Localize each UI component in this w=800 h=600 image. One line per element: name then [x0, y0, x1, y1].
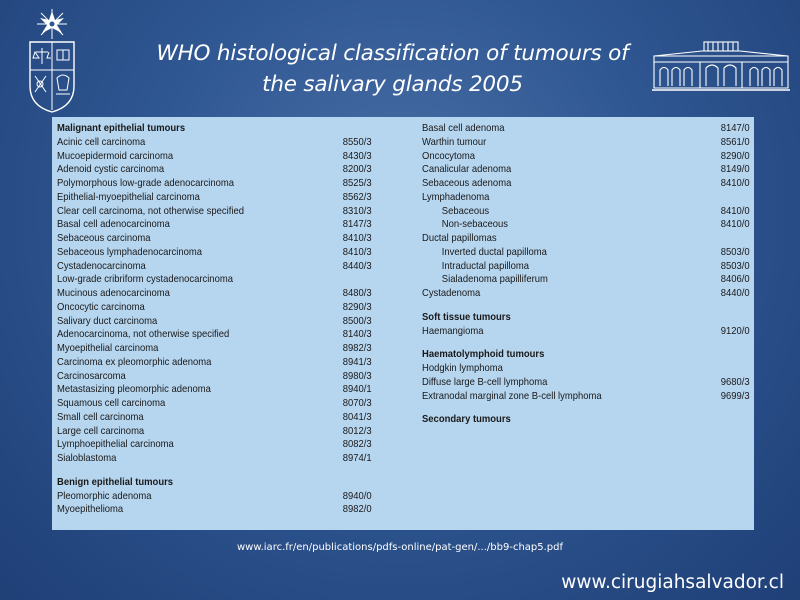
icd-o-code: 8982/0	[342, 503, 372, 516]
tumour-name: Basal cell adenoma	[422, 122, 505, 134]
tumour-name: Extranodal marginal zone B-cell lymphoma	[422, 389, 602, 402]
icd-o-code: 8410/3	[342, 232, 372, 244]
tumour-name: Oncocytoma	[422, 149, 476, 162]
title-line-2: the salivary glands 2005	[262, 72, 523, 97]
icd-o-code: 8070/3	[342, 397, 372, 409]
tumour-name: Intraductal papilloma	[441, 259, 530, 272]
icd-o-code: 8430/3	[342, 149, 372, 162]
tumour-name: Sialoblastoma	[57, 452, 117, 464]
classification-table	[52, 117, 754, 530]
site-url[interactable]: www.cirugiahsalvador.cl	[561, 572, 784, 593]
tumour-name: Small cell carcinoma	[57, 410, 144, 423]
icd-o-code: 8500/3	[342, 314, 372, 327]
table-row	[57, 397, 372, 411]
table-row	[57, 438, 372, 452]
tumour-name: Metastasizing pleomorphic adenoma	[57, 383, 211, 396]
icd-o-code: 8980/3	[342, 369, 372, 382]
table-row	[422, 362, 750, 376]
icd-o-code: 8525/3	[342, 177, 372, 189]
icd-o-code: 9699/3	[720, 389, 750, 402]
university-crest-icon	[26, 8, 78, 114]
icd-o-code: 8140/3	[342, 328, 372, 341]
table-row	[422, 122, 750, 136]
table-row	[57, 136, 372, 150]
icd-o-code: 8440/0	[720, 287, 750, 299]
tumour-name: Sebaceous adenoma	[422, 177, 512, 189]
table-row	[57, 301, 372, 315]
table-row	[422, 325, 750, 339]
table-row	[57, 503, 372, 517]
tumour-name: Lymphoepithelial carcinoma	[57, 438, 174, 451]
tumour-name: Sebaceous	[441, 204, 490, 217]
icd-o-code: 8561/0	[720, 135, 750, 148]
tumour-name: Cystadenoma	[422, 287, 481, 299]
icd-o-code: 9120/0	[720, 324, 750, 337]
icd-o-code: 8149/0	[720, 163, 750, 176]
tumour-name: Sebaceous lymphadenocarcinoma	[57, 245, 202, 258]
table-row	[422, 136, 750, 150]
slide-title	[120, 38, 665, 100]
table-row	[57, 260, 372, 274]
table-row	[422, 218, 750, 232]
tumour-name: Epithelial-myoepithelial carcinoma	[57, 190, 200, 203]
icd-o-code: 8147/3	[342, 218, 372, 231]
tumour-name: Carcinosarcoma	[57, 369, 126, 382]
table-row	[422, 191, 750, 205]
tumour-name: Warthin tumour	[422, 135, 487, 148]
icd-o-code: 8503/0	[720, 259, 750, 272]
icd-o-code: 8941/3	[342, 355, 372, 368]
icd-o-code: 8147/0	[720, 122, 750, 134]
tumour-name: Non-sebaceous	[441, 218, 508, 231]
tumour-name: Squamous cell carcinoma	[57, 397, 166, 409]
table-row	[57, 191, 372, 205]
table-row	[422, 232, 750, 246]
tumour-name: Basal cell adenocarcinoma	[57, 218, 170, 231]
table-row	[57, 452, 372, 466]
icd-o-code: 8041/3	[342, 410, 372, 423]
table-right-column	[422, 122, 750, 427]
icd-o-code: 8440/3	[342, 259, 372, 272]
icd-o-code: 8940/0	[342, 489, 372, 502]
table-row	[57, 163, 372, 177]
tumour-name: Low-grade cribriform cystadenocarcinoma	[57, 273, 233, 286]
tumour-name: Oncocytic carcinoma	[57, 300, 145, 313]
tumour-name: Mucoepidermoid carcinoma	[57, 149, 174, 162]
hospital-building-icon	[652, 40, 790, 92]
table-left-column	[57, 122, 372, 517]
tumour-name: Cystadenocarcinoma	[57, 259, 146, 272]
title-line-1: WHO histological classification of tumours of	[156, 41, 629, 66]
icd-o-code: 8200/3	[342, 163, 372, 176]
tumour-name: Carcinoma ex pleomorphic adenoma	[57, 355, 212, 368]
tumour-name: Myoepithelioma	[57, 503, 124, 516]
tumour-name: Inverted ductal papilloma	[441, 245, 547, 258]
table-row	[57, 356, 372, 370]
table-row	[57, 425, 372, 439]
section-header-malignant: Malignant epithelial tumours	[57, 122, 186, 134]
table-row	[57, 411, 372, 425]
section-header-haematolymphoid: Haematolymphoid tumours	[422, 348, 545, 361]
tumour-name: Salivary duct carcinoma	[57, 314, 158, 327]
icd-o-code: 9680/3	[720, 375, 750, 388]
icd-o-code: 8410/0	[720, 218, 750, 231]
tumour-name: Acinic cell carcinoma	[57, 135, 146, 148]
icd-o-code: 8410/0	[720, 204, 750, 217]
tumour-name: Clear cell carcinoma, not otherwise specified	[57, 204, 244, 217]
table-row	[57, 246, 372, 260]
tumour-name: Canalicular adenoma	[422, 163, 512, 176]
icd-o-code: 8480/3	[342, 287, 372, 299]
icd-o-code: 8982/3	[342, 342, 372, 354]
tumour-name: Adenoid cystic carcinoma	[57, 163, 165, 176]
table-row	[422, 205, 750, 219]
tumour-name: Myoepithelial carcinoma	[57, 342, 159, 354]
table-row	[422, 150, 750, 164]
icd-o-code: 8503/0	[720, 245, 750, 258]
table-row	[57, 287, 372, 301]
table-row	[422, 273, 750, 287]
icd-o-code: 8406/0	[720, 273, 750, 286]
tumour-name: Sebaceous carcinoma	[57, 232, 151, 244]
table-row	[57, 273, 372, 287]
table-row	[422, 287, 750, 301]
icd-o-code: 8974/1	[342, 452, 372, 464]
table-row	[57, 218, 372, 232]
table-row	[57, 315, 372, 329]
table-row	[422, 376, 750, 390]
table-row	[57, 177, 372, 191]
table-row	[57, 232, 372, 246]
icd-o-code: 8550/3	[342, 135, 372, 148]
tumour-name: Mucinous adenocarcinoma	[57, 287, 170, 299]
tumour-name: Pleomorphic adenoma	[57, 489, 152, 502]
icd-o-code: 8082/3	[342, 438, 372, 451]
section-header-soft-tissue: Soft tissue tumours	[422, 310, 511, 323]
icd-o-code: 8940/1	[342, 383, 372, 396]
table-row	[57, 328, 372, 342]
table-row	[57, 205, 372, 219]
table-row	[422, 260, 750, 274]
table-row	[57, 383, 372, 397]
table-row	[57, 342, 372, 356]
tumour-name: Hodgkin lymphoma	[422, 362, 503, 374]
table-row	[422, 246, 750, 260]
table-row	[422, 177, 750, 191]
table-row	[57, 490, 372, 504]
tumour-name: Lymphadenoma	[422, 190, 490, 203]
icd-o-code: 8562/3	[342, 190, 372, 203]
section-header-benign: Benign epithelial tumours	[57, 475, 174, 488]
tumour-name: Adenocarcinoma, not otherwise specified	[57, 328, 230, 341]
icd-o-code: 8290/0	[720, 149, 750, 162]
table-row	[422, 390, 750, 404]
tumour-name: Diffuse large B-cell lymphoma	[422, 375, 548, 388]
icd-o-code: 8410/0	[720, 177, 750, 189]
icd-o-code: 8012/3	[342, 424, 372, 437]
section-header-secondary: Secondary tumours	[422, 413, 511, 426]
tumour-name: Haemangioma	[422, 324, 484, 337]
table-row	[57, 150, 372, 164]
tumour-name: Large cell carcinoma	[57, 424, 145, 437]
table-row	[57, 370, 372, 384]
tumour-name: Sialadenoma papilliferum	[441, 273, 548, 286]
icd-o-code: 8410/3	[342, 245, 372, 258]
tumour-name: Ductal papillomas	[422, 232, 497, 244]
source-url[interactable]: www.iarc.fr/en/publications/pdfs-online/pat-gen/.../bb9-chap5.pdf	[236, 542, 564, 553]
tumour-name: Polymorphous low-grade adenocarcinoma	[57, 177, 235, 189]
table-row	[422, 163, 750, 177]
icd-o-code: 8290/3	[342, 300, 372, 313]
icd-o-code: 8310/3	[342, 204, 372, 217]
